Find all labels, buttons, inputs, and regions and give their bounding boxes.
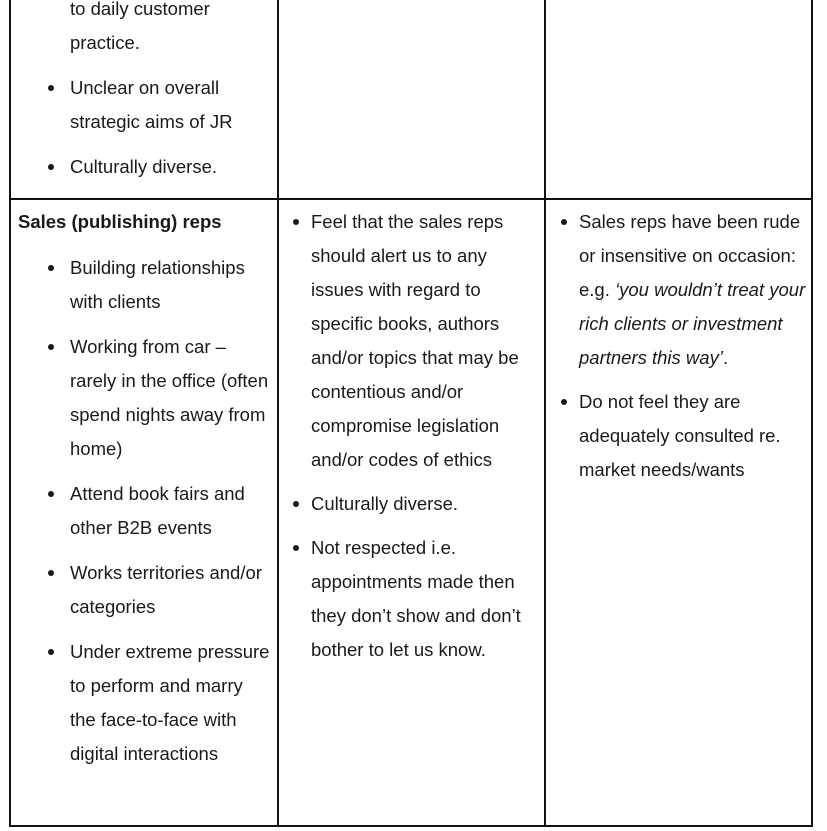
sales-views-list: [285, 205, 537, 667]
top-row-bullet-list: [18, 71, 273, 184]
list-item: Unclear on overall strategic aims of JR: [18, 71, 273, 139]
sales-issues-list: [553, 205, 807, 487]
list-item: Do not feel they are adequately consulted re. market needs/wants: [553, 385, 807, 487]
column-divider-2: [544, 0, 546, 827]
table-border-right: [811, 0, 813, 827]
sales-activities-list: [18, 251, 270, 771]
list-item: Working from car – rarely in the office (often spend nights away from home): [18, 330, 270, 466]
list-item: Culturally diverse.: [285, 487, 537, 521]
row-divider: [9, 198, 813, 200]
list-item: [553, 205, 807, 375]
list-item: Attend book fairs and other B2B events: [18, 477, 270, 545]
rude-text: Sales reps have been rude or insensitive on occasion: e.g.: [579, 211, 801, 300]
sales-row-col1-cell: [18, 205, 270, 782]
row-heading: Sales (publishing) reps: [18, 211, 222, 232]
rude-suffix: .: [722, 347, 729, 368]
sales-row-col3-cell: [553, 205, 807, 497]
top-row-col1-cell: [18, 0, 273, 184]
continued-text: to daily customer practice.: [70, 0, 210, 53]
list-item: Not respected i.e. appointments made then they don’t show and don’t bother to let us know.: [285, 531, 537, 667]
list-item: Culturally diverse.: [18, 150, 273, 184]
list-item: Feel that the sales reps should alert us to any issues with regard to specific books, authors and/or topics that may be contentious and/or compromise legislation and/or codes of ethics: [285, 205, 537, 477]
list-item: Works territories and/or categories: [18, 556, 270, 624]
table-border-bottom: [9, 825, 813, 827]
table-border-left: [9, 0, 11, 827]
list-item: Building relationships with clients: [18, 251, 270, 319]
rude-quote: ‘you wouldn’t treat your rich clients or investment partners this way’: [579, 279, 806, 368]
column-divider-1: [277, 0, 279, 827]
list-item: Under extreme pressure to perform and marry the face-to-face with digital interactions: [18, 635, 270, 771]
sales-row-col2-cell: [285, 205, 537, 677]
